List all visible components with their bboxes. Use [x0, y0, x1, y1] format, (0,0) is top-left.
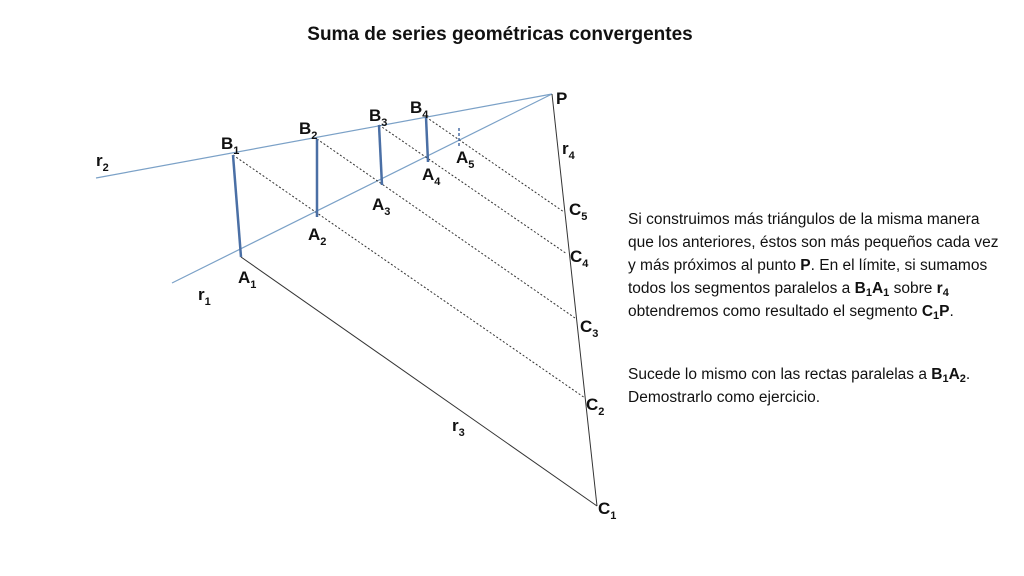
dotted-b3-c4: [379, 125, 567, 254]
label-P: P: [556, 89, 568, 108]
label-r4: $r_4$: [562, 139, 575, 162]
label-B2: $B_2$: [299, 119, 318, 142]
segment-b1a1: [233, 155, 241, 257]
label-C3: $C_3$: [580, 317, 599, 340]
label-r1: $r_1$: [198, 285, 211, 308]
label-C5: $C_5$: [569, 200, 588, 223]
label-C4: $C_4$: [570, 247, 589, 270]
dotted-b1-c2: [233, 155, 588, 398]
label-A2: $A_2$: [308, 225, 327, 248]
explanation-paragraph: Si construimos más triángulos de la misma manera que los anteriores, éstos son más pequeños cada vez y más próximos al punto P. En el límite, si sumamos todos los segmentos paralelos a $B_1A_1$ sobre $r_4$ obtendremos como resultado el segmento $C_1P$.: [628, 211, 999, 322]
label-B1: $B_1$: [221, 134, 240, 157]
line-r2: [96, 94, 552, 178]
slide-title: Suma de series geométricas convergentes: [307, 24, 693, 45]
label-B3: $B_3$: [369, 106, 388, 129]
segment-b4a4: [426, 117, 428, 162]
line-r3: [241, 257, 597, 506]
label-B4: $B_4$: [410, 98, 429, 121]
dotted-b4-c5: [426, 117, 564, 212]
label-C2: $C_2$: [586, 395, 605, 418]
label-r3: $r_3$: [452, 416, 465, 439]
label-C1: $C_1$: [598, 499, 617, 522]
label-r2: $r_2$: [96, 151, 109, 174]
exercise-paragraph: Sucede lo mismo con las rectas paralelas a $B_1A_2$. Demostrarlo como ejercicio.: [628, 366, 971, 406]
label-A5: $A_5$: [456, 148, 475, 171]
label-A3: $A_3$: [372, 195, 391, 218]
label-A4: $A_4$: [422, 165, 441, 188]
segment-b3a3: [379, 125, 382, 185]
label-A1: $A_1$: [238, 268, 257, 291]
dotted-b2-c3: [317, 139, 575, 318]
line-r1: [172, 94, 552, 283]
